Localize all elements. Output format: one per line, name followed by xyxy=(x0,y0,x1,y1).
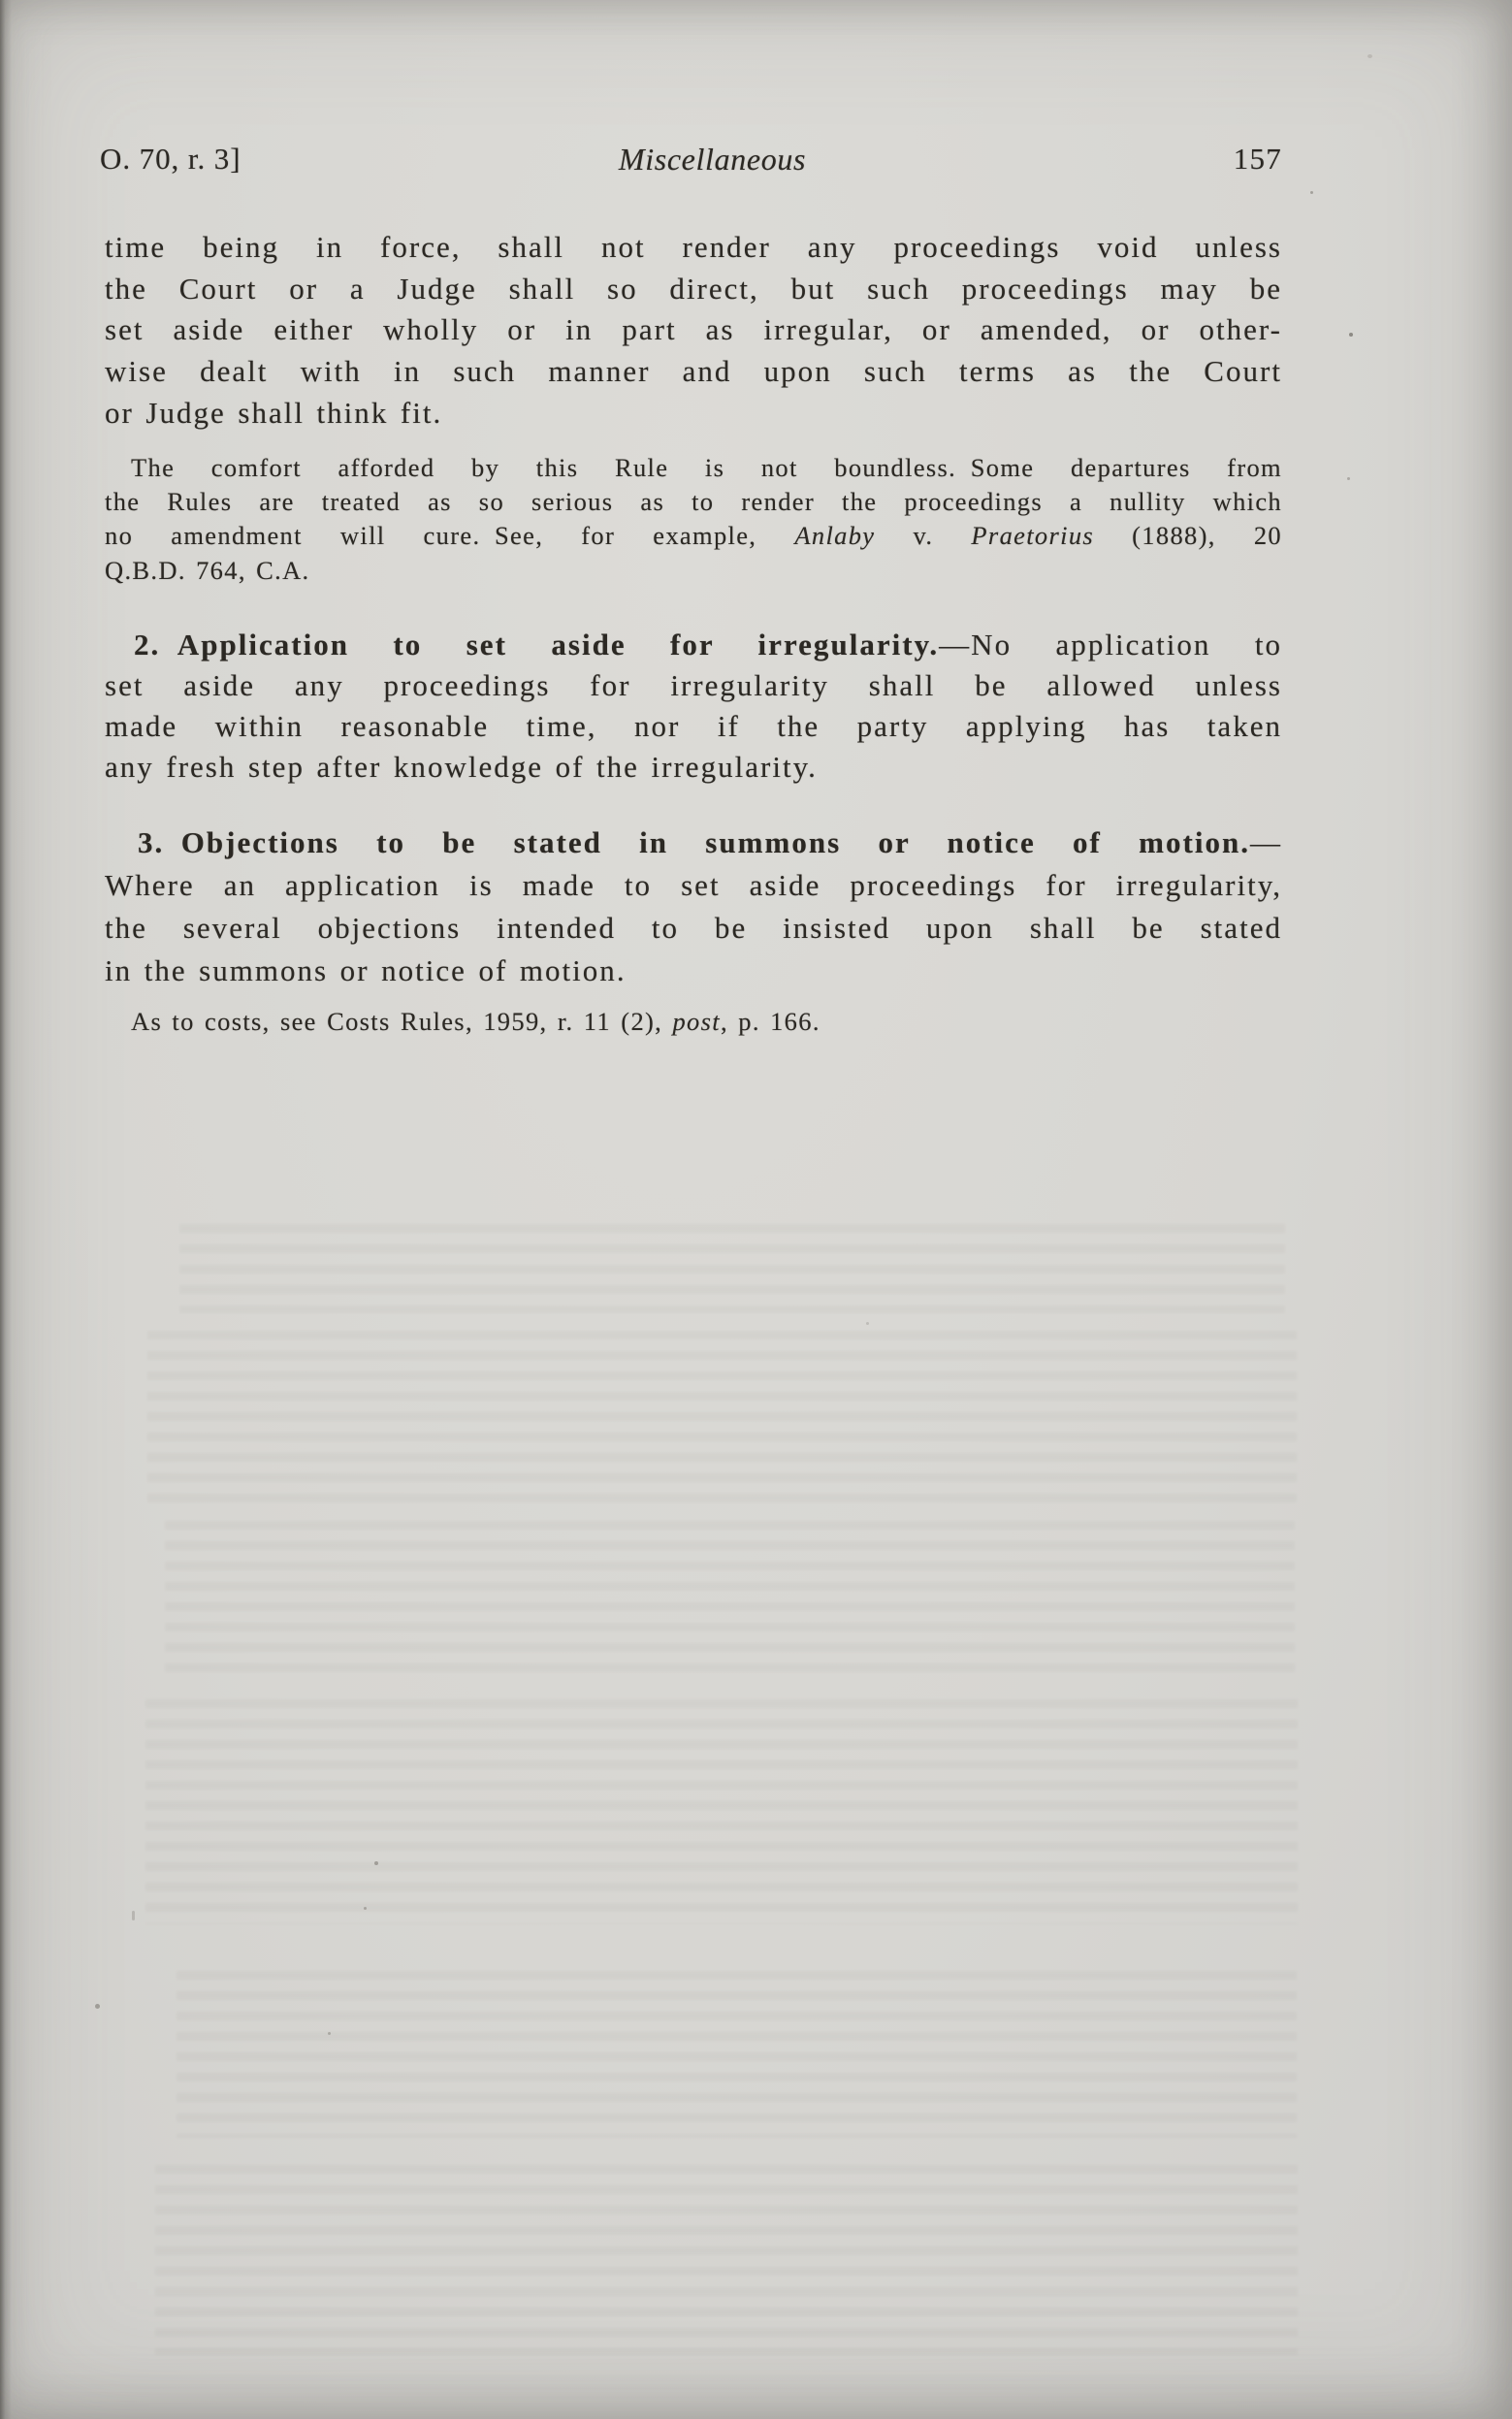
text-run: the Court or a Judge shall so direct, but such proceedings may be xyxy=(105,271,1282,306)
bleed-through-band xyxy=(145,1699,1298,1924)
text-run: Q.B.D. 764, C.A. xyxy=(105,555,310,585)
text-line xyxy=(105,269,1282,310)
text-run: Where an application is made to set aside proceedings for irregularity, xyxy=(105,868,1282,902)
text-run: As to costs, see Costs Rules, 1959, r. 11 (2), xyxy=(131,1007,673,1036)
paragraph-rule-2 xyxy=(105,625,1282,788)
text-run: in the summons or notice of motion. xyxy=(105,953,627,987)
text-run: — xyxy=(1249,825,1282,859)
paragraph-rule-1-note xyxy=(105,451,1282,588)
text-line xyxy=(105,822,1282,864)
scan-speck xyxy=(1347,477,1350,480)
text-line xyxy=(105,451,1282,485)
scan-speck xyxy=(328,2032,331,2035)
page-number: 157 xyxy=(1233,142,1282,176)
scan-speck xyxy=(1367,54,1372,58)
text-run: made within reasonable time, nor if the party applying has taken xyxy=(105,709,1282,743)
running-head-rule-reference: O. 70, r. 3] xyxy=(100,142,241,176)
text-line xyxy=(105,907,1282,950)
text-line xyxy=(105,351,1282,393)
running-head xyxy=(100,140,1282,180)
text-line xyxy=(105,485,1282,519)
text-run: (1888), 20 xyxy=(1094,521,1282,551)
text-run: any fresh step after knowledge of the irregularity. xyxy=(105,750,818,784)
scan-left-edge xyxy=(0,0,12,2419)
text-line xyxy=(105,950,1282,992)
text-run: 3. Objections to be stated in summons or notice of motion. xyxy=(138,825,1250,859)
scan-speck xyxy=(1349,333,1353,337)
text-line xyxy=(105,309,1282,351)
text-line xyxy=(105,625,1282,665)
text-run: wise dealt with in such manner and upon such terms as the Court xyxy=(105,354,1282,389)
bleed-through-band xyxy=(155,2165,1298,2355)
text-run: , p. 166. xyxy=(720,1007,820,1036)
text-line xyxy=(105,1005,1282,1039)
paragraph-costs-note xyxy=(105,1005,1282,1039)
text-line xyxy=(105,864,1282,907)
running-head-title: Miscellaneous xyxy=(618,142,807,177)
scan-speck xyxy=(132,1911,135,1920)
text-line xyxy=(105,665,1282,706)
scan-speck xyxy=(95,2004,100,2009)
text-line xyxy=(105,519,1282,553)
scan-speck xyxy=(1310,191,1313,194)
text-run: time being in force, shall not render any proceedings void unless xyxy=(105,230,1282,264)
scan-speck xyxy=(364,1907,367,1910)
text-run: the Rules are treated as so serious as to render the proceedings a nullity which xyxy=(105,487,1282,517)
paragraph-rule-3 xyxy=(105,822,1282,992)
text-run: Praetorius xyxy=(971,521,1095,551)
text-run: v. xyxy=(875,521,972,551)
bleed-through-band xyxy=(147,1331,1297,1503)
text-line xyxy=(105,393,1282,435)
bleed-through-band xyxy=(177,1971,1297,2138)
text-run: no amendment will cure. See, for example, xyxy=(105,521,795,551)
text-run: the several objections intended to be insisted upon shall be stated xyxy=(105,911,1282,945)
text-run: 2. Application to set aside for irregularity. xyxy=(134,628,940,661)
text-run: or Judge shall think fit. xyxy=(105,395,443,430)
scan-speck xyxy=(374,1861,378,1865)
text-run: set aside either wholly or in part as irregular, or amended, or other- xyxy=(105,312,1282,347)
text-run: Anlaby xyxy=(794,521,876,551)
text-line xyxy=(105,747,1282,788)
text-line xyxy=(105,706,1282,747)
scan-speck xyxy=(866,1322,869,1325)
text-line xyxy=(105,227,1282,269)
text-run: set aside any proceedings for irregularity shall be allowed unless xyxy=(105,668,1282,702)
paragraph-rule-1-continuation xyxy=(105,227,1282,435)
text-run: The comfort afforded by this Rule is not boundless. Some departures from xyxy=(131,453,1282,482)
bleed-through-band xyxy=(165,1521,1295,1676)
bleed-through-band xyxy=(179,1224,1285,1313)
text-line xyxy=(105,554,1282,588)
text-run: post xyxy=(672,1007,721,1036)
text-run: —No application to xyxy=(939,628,1282,661)
